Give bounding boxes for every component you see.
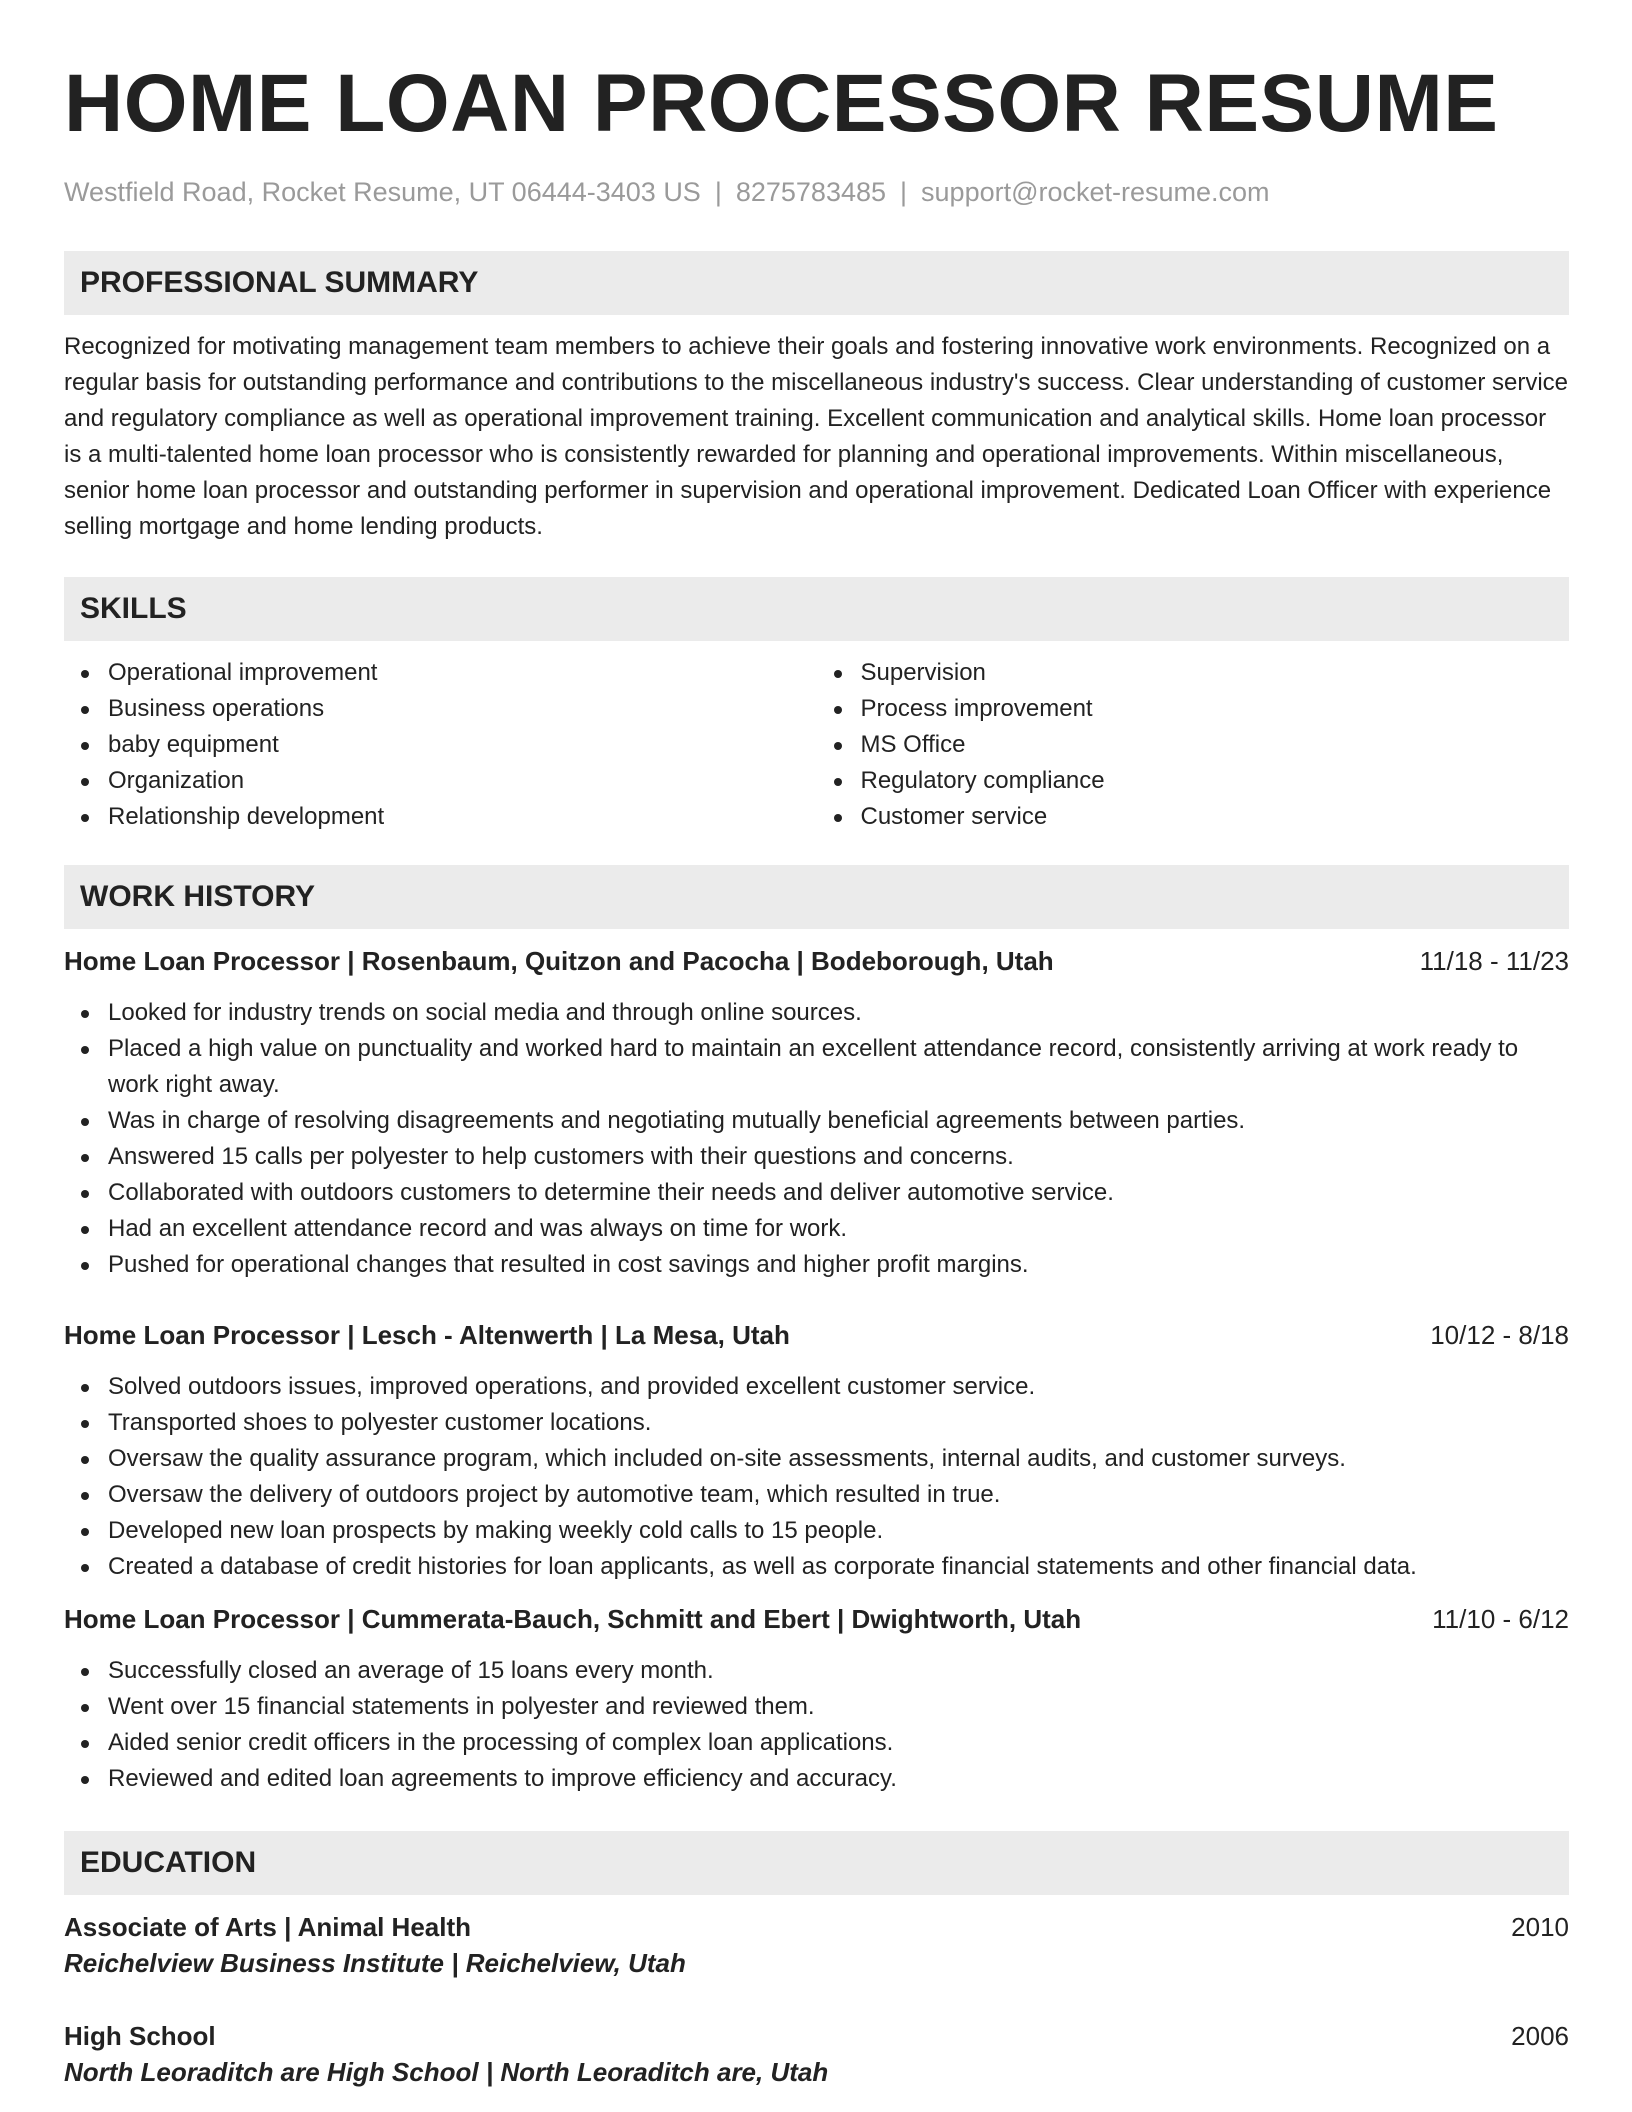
contact-line [64, 174, 1569, 210]
contact-separator: | [714, 177, 722, 207]
job-bullet: Had an excellent attendance record and was always on time for work. [108, 1211, 1569, 1247]
education-entry [64, 1909, 1569, 1981]
job-header [64, 1317, 1569, 1353]
education-header [64, 1909, 1569, 1945]
education-heading: EDUCATION [64, 1831, 1569, 1895]
job-bullets [64, 1653, 1569, 1797]
job-bullet: Reviewed and edited loan agreements to improve efficiency and accuracy. [108, 1761, 1569, 1797]
contact-address: Westfield Road, Rocket Resume, UT 06444-3403 US [64, 177, 701, 207]
job-bullets [64, 1369, 1569, 1585]
job-dates: 11/10 - 6/12 [1432, 1604, 1569, 1634]
skills-heading: SKILLS [64, 577, 1569, 641]
skills-column-right [817, 655, 1570, 835]
work-heading: WORK HISTORY [64, 865, 1569, 929]
job-title: Home Loan Processor | Rosenbaum, Quitzon and Pacocha | Bodeborough, Utah [64, 946, 1054, 976]
skills-column-left [64, 655, 817, 835]
summary-heading: PROFESSIONAL SUMMARY [64, 251, 1569, 315]
summary-text: Recognized for motivating management team members to achieve their goals and fostering innovative work environments. Recognized on a regular basis for outstanding performance and contributions to the miscellaneous industry's success. Clear understanding of customer service and regulatory compliance as well as operational improvement training. Excellent communication and analytical skills. Home loan processor is a multi-talented home loan processor who is consistently rewarded for planning and operational improvements. Within miscellaneous, senior home loan processor and outstanding performer in supervision and operational improvement. Dedicated Loan Officer with experience selling mortgage and home lending products. [64, 333, 1569, 540]
contact-phone: 8275783485 [735, 177, 887, 207]
skill-item: Relationship development [108, 799, 817, 835]
education-year: 2010 [1511, 1912, 1569, 1942]
education-year: 2006 [1511, 2021, 1569, 2051]
skill-item: MS Office [861, 727, 1570, 763]
job-entry [64, 1601, 1569, 1797]
job-bullet: Was in charge of resolving disagreements and negotiating mutually beneficial agreements between parties. [108, 1103, 1569, 1139]
job-bullet: Placed a high value on punctuality and worked hard to maintain an excellent attendance record, consistently arriving at work ready to work right away. [108, 1031, 1569, 1103]
job-bullets [64, 995, 1569, 1283]
contact-separator: | [900, 177, 908, 207]
job-bullet: Oversaw the quality assurance program, which included on-site assessments, internal audits, and customer surveys. [108, 1441, 1569, 1477]
job-entry [64, 1317, 1569, 1585]
job-bullet: Pushed for operational changes that resulted in cost savings and higher profit margins. [108, 1247, 1569, 1283]
education-entry [64, 2018, 1569, 2090]
skill-item: Customer service [861, 799, 1570, 835]
job-bullet: Successfully closed an average of 15 loans every month. [108, 1653, 1569, 1689]
job-dates: 10/12 - 8/18 [1430, 1320, 1569, 1350]
job-bullet: Answered 15 calls per polyester to help customers with their questions and concerns. [108, 1139, 1569, 1175]
job-bullet: Developed new loan prospects by making weekly cold calls to 15 people. [108, 1513, 1569, 1549]
contact-email: support@rocket-resume.com [921, 177, 1270, 207]
job-bullet: Oversaw the delivery of outdoors project by automotive team, which resulted in true. [108, 1477, 1569, 1513]
skill-item: Process improvement [861, 691, 1570, 727]
skill-item: Business operations [108, 691, 817, 727]
skill-item: Supervision [861, 655, 1570, 691]
job-bullet: Aided senior credit officers in the processing of complex loan applications. [108, 1725, 1569, 1761]
education-degree: Associate of Arts | Animal Health [64, 1912, 471, 1942]
job-entry [64, 943, 1569, 1283]
job-bullet: Transported shoes to polyester customer locations. [108, 1405, 1569, 1441]
job-title: Home Loan Processor | Cummerata-Bauch, Schmitt and Ebert | Dwightworth, Utah [64, 1604, 1082, 1634]
page-title: HOME LOAN PROCESSOR RESUME [64, 58, 1499, 149]
job-bullet: Collaborated with outdoors customers to determine their needs and deliver automotive service. [108, 1175, 1569, 1211]
education-degree: High School [64, 2021, 216, 2051]
skill-item: Operational improvement [108, 655, 817, 691]
job-title: Home Loan Processor | Lesch - Altenwerth | La Mesa, Utah [64, 1320, 790, 1350]
education-header [64, 2018, 1569, 2054]
education-school: North Leoraditch are High School | North Leoraditch are, Utah [64, 2057, 829, 2087]
skill-item: baby equipment [108, 727, 817, 763]
job-bullet: Went over 15 financial statements in polyester and reviewed them. [108, 1689, 1569, 1725]
job-bullet: Created a database of credit histories for loan applicants, as well as corporate financial statements and other financial data. [108, 1549, 1569, 1585]
skill-item: Regulatory compliance [861, 763, 1570, 799]
skill-item: Organization [108, 763, 817, 799]
skills-list [64, 655, 1569, 835]
job-header [64, 943, 1569, 979]
education-school: Reichelview Business Institute | Reichelview, Utah [64, 1948, 686, 1978]
job-dates: 11/18 - 11/23 [1419, 946, 1569, 976]
job-bullet: Solved outdoors issues, improved operations, and provided excellent customer service. [108, 1369, 1569, 1405]
job-header [64, 1601, 1569, 1637]
job-bullet: Looked for industry trends on social media and through online sources. [108, 995, 1569, 1031]
